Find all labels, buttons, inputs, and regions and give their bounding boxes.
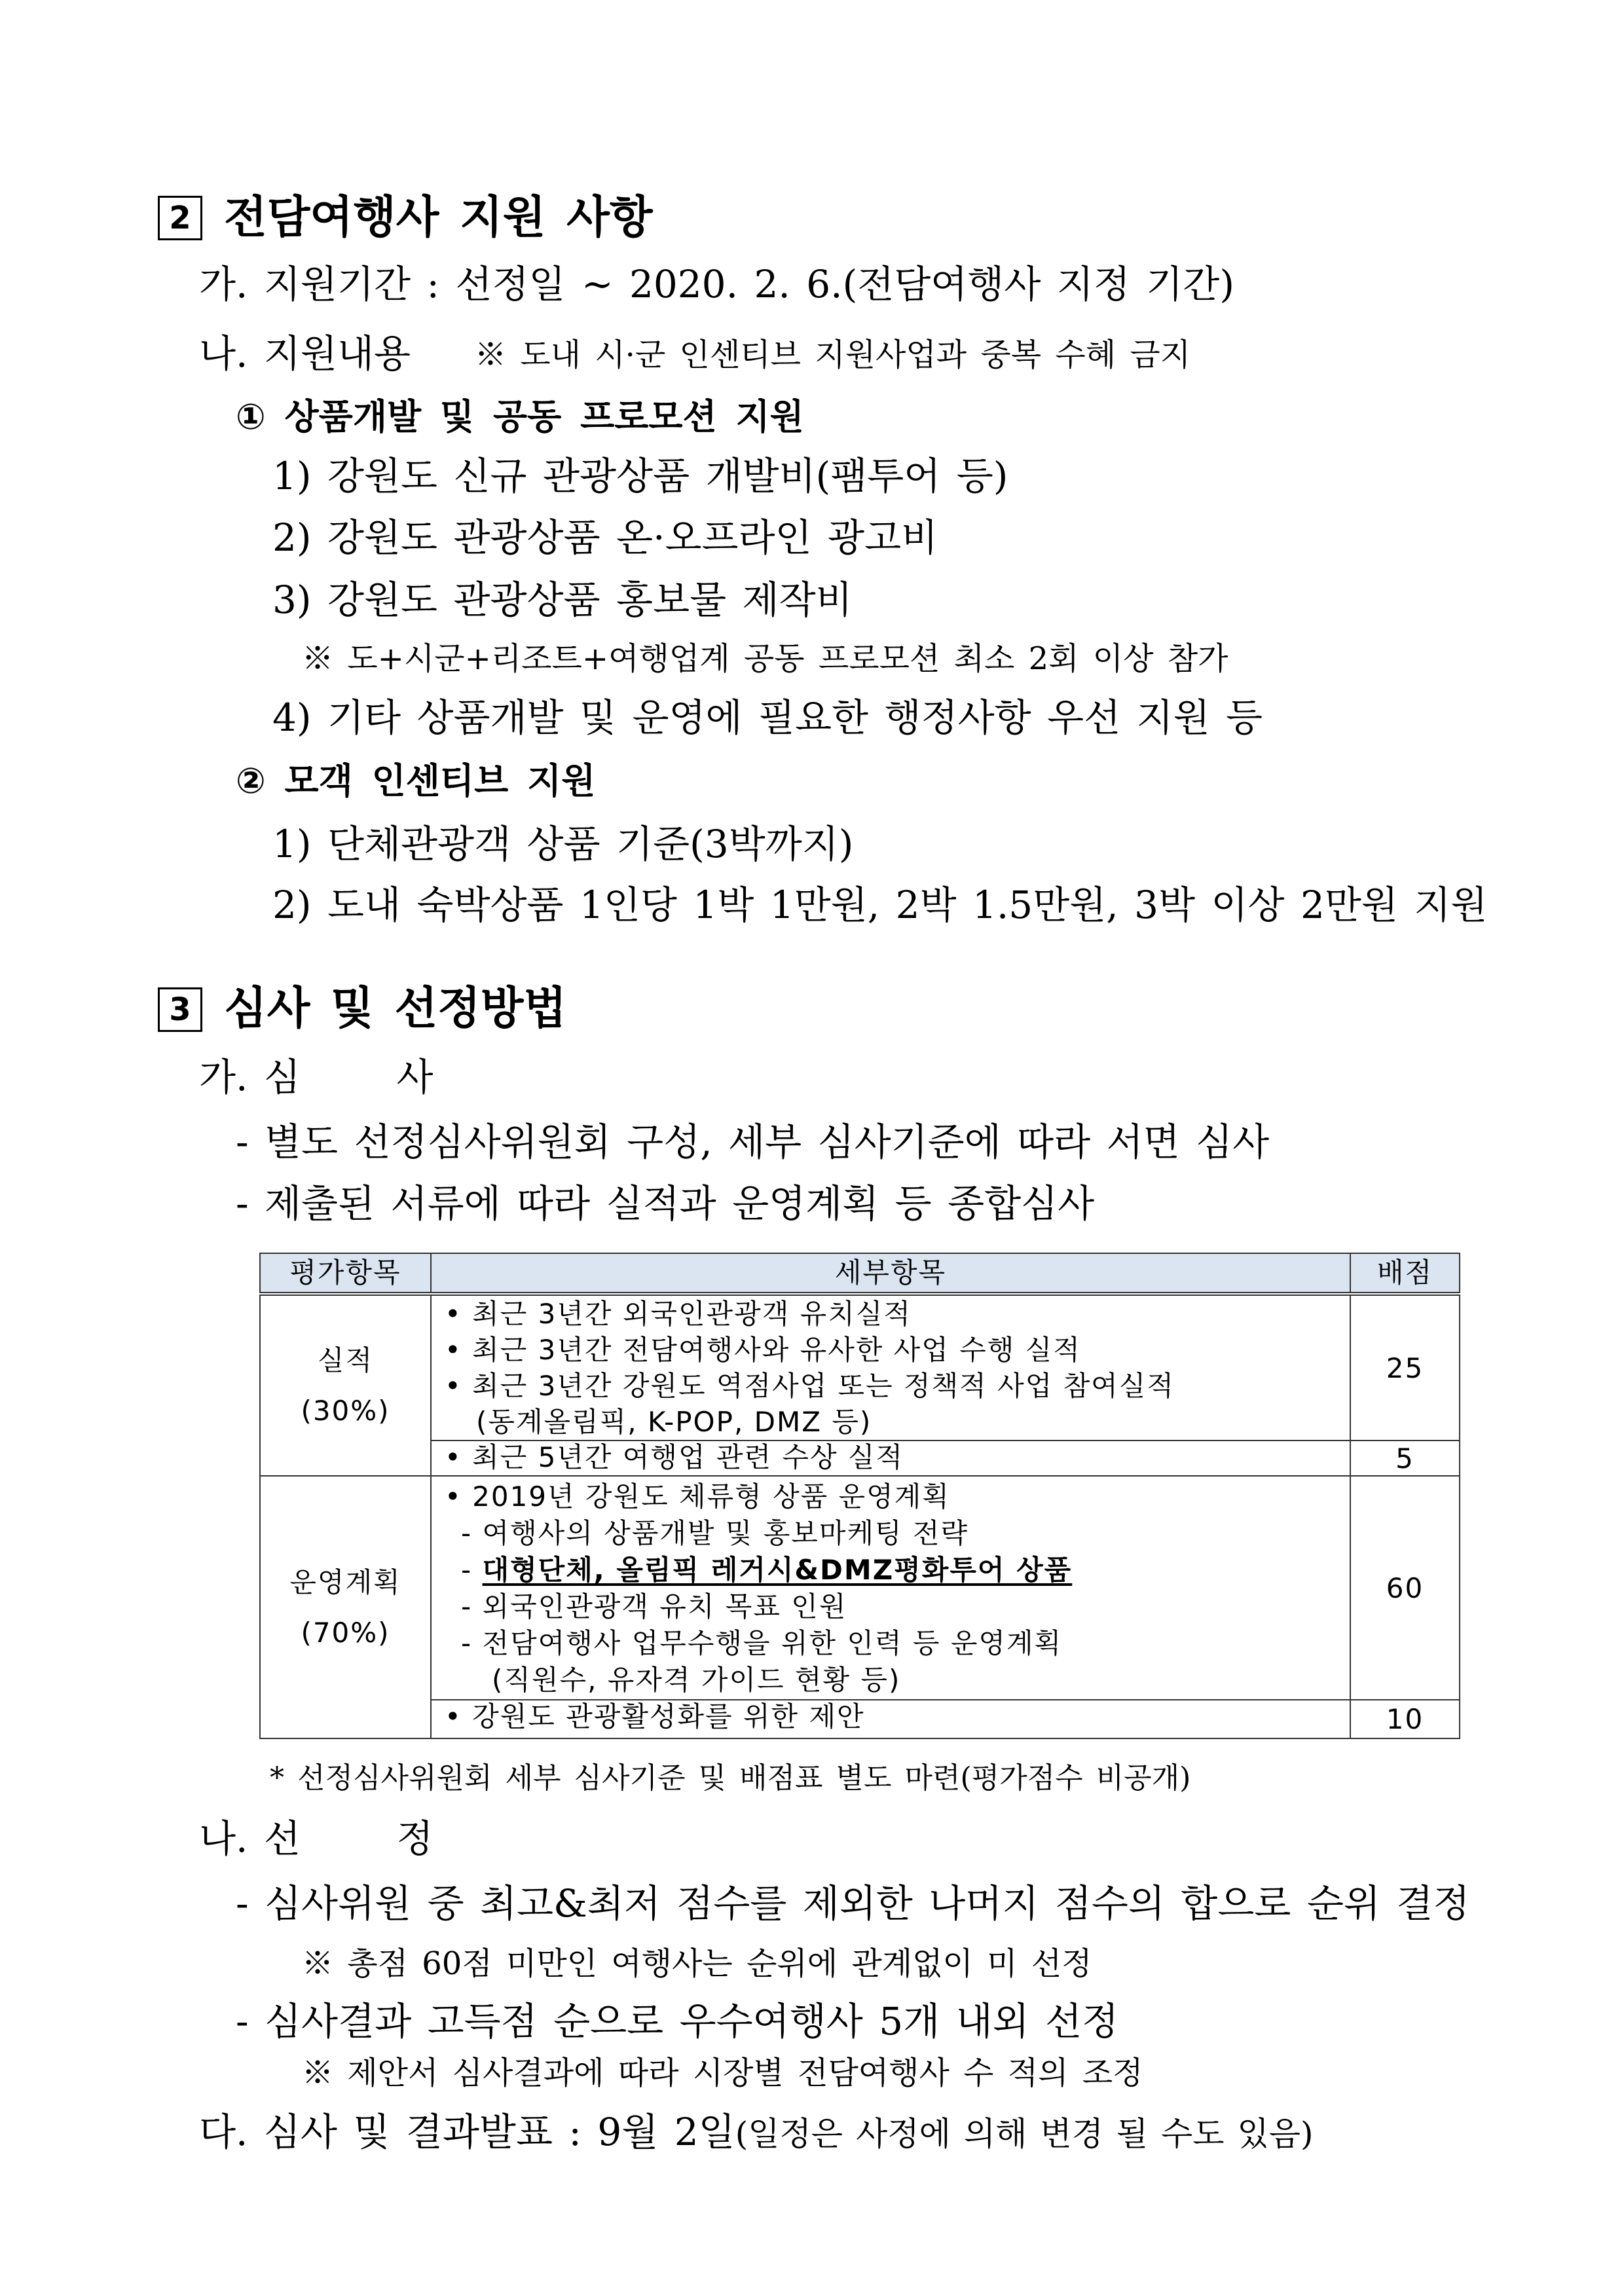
review-label: 가. 심 사 xyxy=(199,1055,434,1099)
category-cell xyxy=(260,1294,431,1476)
category-weight: (70%) xyxy=(301,1616,390,1649)
detail-line: - 외국인관광객 유치 목표 인원 xyxy=(461,1590,847,1623)
detail-cell xyxy=(431,1700,1350,1738)
detail-line: (동계올림픽, K-POP, DMZ 등) xyxy=(476,1406,872,1438)
table-row xyxy=(260,1294,1460,1441)
header-detail: 세부항목 xyxy=(431,1253,1350,1294)
review-item: - 별도 선정심사위원회 구성, 세부 심사기준에 따라 서면 심사 xyxy=(236,1120,1270,1164)
category-label: 운영계획 xyxy=(289,1566,401,1598)
list-item: 4) 기타 상품개발 및 운영에 필요한 행정사항 우선 지원 등 xyxy=(272,695,1263,740)
selection-note: ※ 제안서 심사결과에 따라 시장별 전담여행사 수 적의 조정 xyxy=(302,2055,1143,2091)
support-period: 가. 지원기간 : 선정일 ~ 2020. 2. 6.(전담여행사 지정 기간) xyxy=(199,262,1234,306)
detail-line: • 최근 5년간 여행업 관련 수상 실적 xyxy=(445,1441,904,1473)
detail-line: • 강원도 관광활성화를 위한 제안 xyxy=(445,1700,865,1733)
detail-cell xyxy=(431,1476,1350,1700)
detail-line-highlight xyxy=(445,1552,1350,1588)
section-number: 3 xyxy=(169,991,191,1028)
list-item: 2) 강원도 관광상품 온·오프라인 광고비 xyxy=(272,515,938,560)
detail-line: • 최근 3년간 전담여행사와 유사한 사업 수행 실적 xyxy=(445,1334,1081,1366)
table-row xyxy=(260,1476,1460,1700)
selection-label: 나. 선 정 xyxy=(199,1816,434,1861)
detail-cell xyxy=(431,1294,1350,1441)
support-content-label: 나. 지원내용 xyxy=(199,331,411,376)
subsection-title-incentive: ② 모객 인센티브 지원 xyxy=(236,760,596,801)
score-cell: 5 xyxy=(1350,1441,1460,1476)
announcement-line xyxy=(199,2109,1314,2157)
support-content-note: ※ 도내 시·군 인센티브 지원사업과 중복 수혜 금지 xyxy=(475,337,1191,373)
detail-line: • 2019년 강원도 체류형 상품 운영계획 xyxy=(445,1480,950,1513)
category-label: 실적 xyxy=(317,1344,374,1376)
list-note: ※ 도+시군+리조트+여행업계 공동 프로모션 최소 2회 이상 참가 xyxy=(302,640,1228,677)
section-number: 2 xyxy=(169,200,191,236)
detail-line: - 전담여행사 업무수행을 위한 인력 등 운영계획 xyxy=(461,1627,1063,1659)
selection-item: - 심사위원 중 최고&최저 점수를 제외한 나머지 점수의 합으로 순위 결정 xyxy=(236,1881,1470,1926)
subsection-title-product: ① 상품개발 및 공동 프로모션 지원 xyxy=(236,396,804,437)
section-title: 심사 및 선정방법 xyxy=(224,983,567,1035)
detail-cell xyxy=(431,1441,1350,1476)
section-number-box xyxy=(158,196,202,240)
announcement-main: 다. 심사 및 결과발표 : 9월 2일 xyxy=(199,2110,735,2154)
highlight-text: 대형단체, 올림픽 레거시&DMZ평화투어 상품 xyxy=(482,1554,1073,1586)
category-cell xyxy=(260,1476,431,1738)
category-weight: (30%) xyxy=(301,1395,390,1427)
section-title: 전담여행사 지원 사항 xyxy=(224,192,653,244)
evaluation-table xyxy=(259,1253,1460,1739)
detail-line: • 최근 3년간 강원도 역점사업 또는 정책적 사업 참여실적 xyxy=(445,1370,1175,1402)
detail-line: - 여행사의 상품개발 및 홍보마케팅 전략 xyxy=(461,1517,969,1549)
table-footnote: * 선정심사위원회 세부 심사기준 및 배점표 별도 마련(평가점수 비공개) xyxy=(270,1761,1191,1795)
highlight-dash: - xyxy=(461,1554,473,1586)
selection-item: - 심사결과 고득점 순으로 우수여행사 5개 내외 선정 xyxy=(236,1999,1119,2044)
list-item: 1) 단체관광객 상품 기준(3박까지) xyxy=(272,822,854,866)
score-cell: 60 xyxy=(1350,1476,1460,1700)
table-header-row xyxy=(260,1253,1460,1294)
score-cell: 25 xyxy=(1350,1294,1460,1441)
header-category: 평가항목 xyxy=(260,1253,431,1294)
list-item: 3) 강원도 관광상품 홍보물 제작비 xyxy=(272,578,853,622)
detail-line: (직원수, 유자격 가이드 현황 등) xyxy=(492,1664,901,1696)
table-row xyxy=(260,1441,1460,1476)
section-number-box xyxy=(158,987,202,1032)
header-score: 배점 xyxy=(1350,1253,1460,1294)
review-item: - 제출된 서류에 따라 실적과 운영계획 등 종합심사 xyxy=(236,1181,1095,1226)
table-row xyxy=(260,1700,1460,1738)
detail-line: • 최근 3년간 외국인관광객 유치실적 xyxy=(445,1298,912,1330)
score-cell: 10 xyxy=(1350,1700,1460,1738)
list-item: 2) 도내 숙박상품 1인당 1박 1만원, 2박 1.5만원, 3박 이상 2만원 지원 xyxy=(272,883,1488,927)
announcement-remark: (일정은 사정에 의해 변경 될 수도 있음) xyxy=(735,2115,1314,2153)
list-item: 1) 강원도 신규 관광상품 개발비(팸투어 등) xyxy=(272,454,1008,498)
selection-note: ※ 총점 60점 미만인 여행사는 순위에 관계없이 미 선정 xyxy=(302,1945,1092,1982)
